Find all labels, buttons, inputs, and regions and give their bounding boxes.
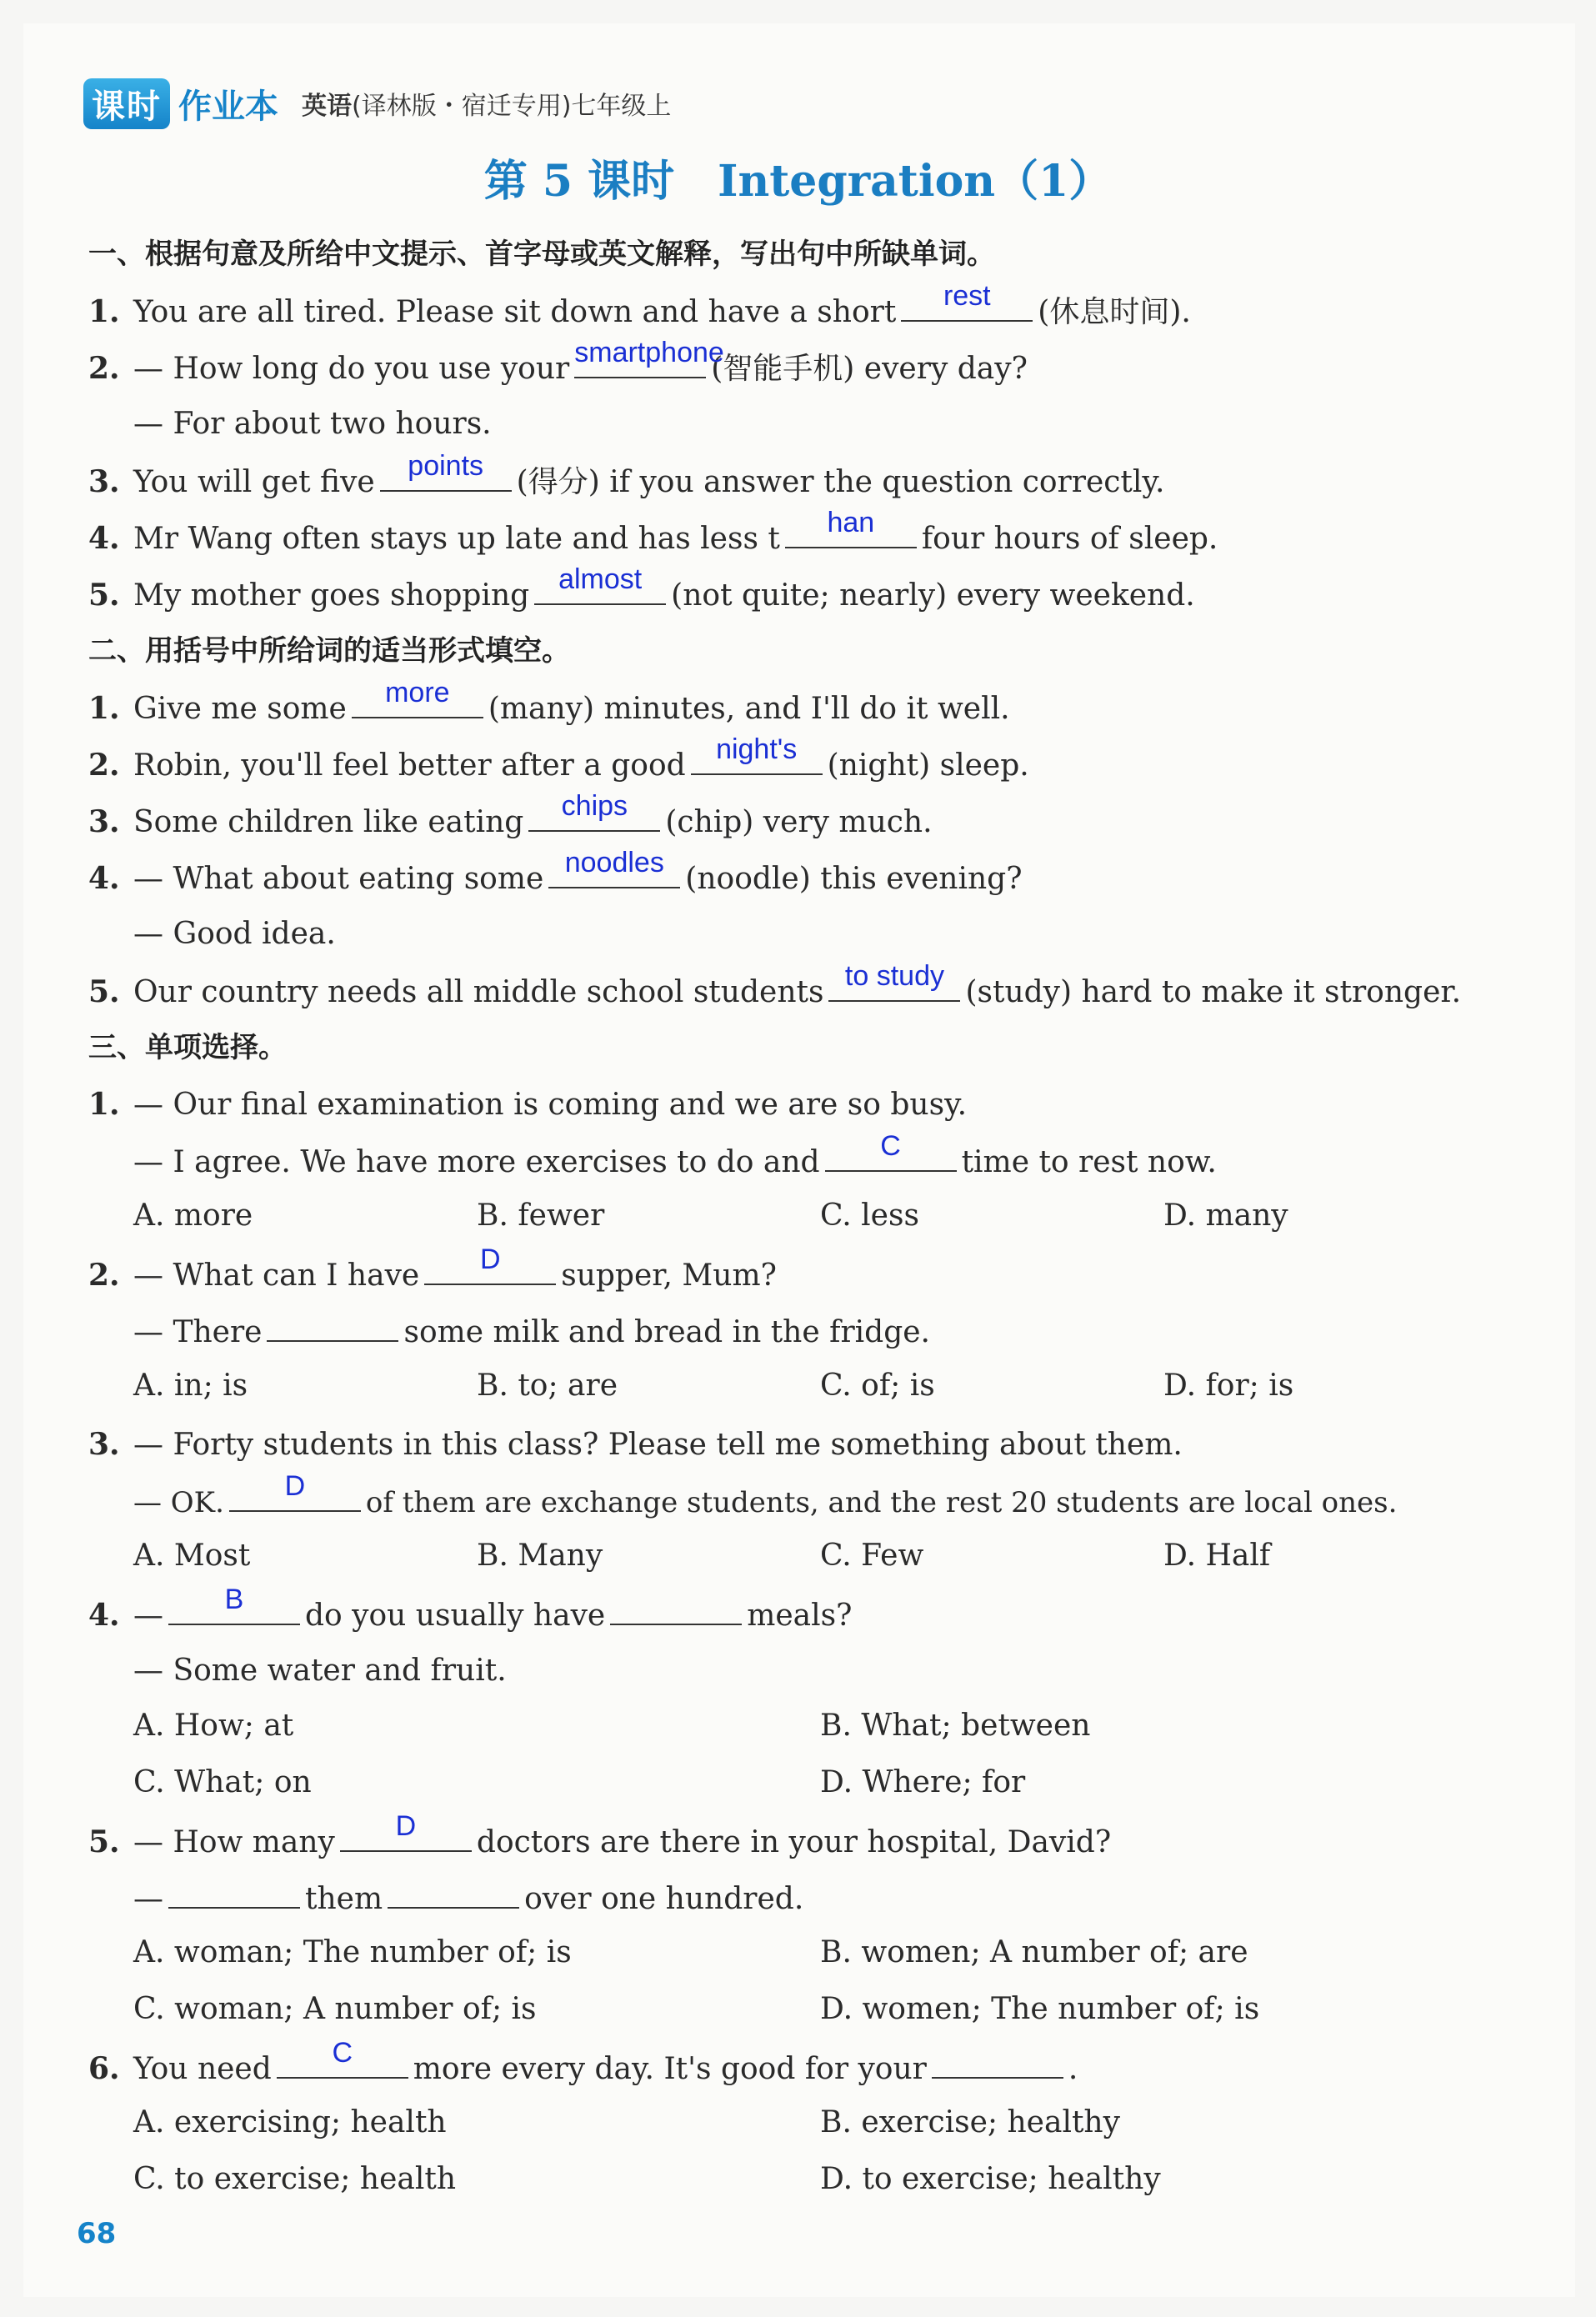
q2-option-c[interactable]: C. of; is [820,1369,935,1403]
q5-option-a[interactable]: A. woman; The number of; is [133,1935,572,1969]
s1-item-2 [88,337,1028,388]
answer: night's [716,733,798,765]
q5-line2 [133,1879,803,1919]
item-text: Robin, you'll feel better after a good [133,748,686,783]
section3-heading: 三、单项选择。 [88,1031,287,1064]
q2-option-a[interactable]: A. in; is [133,1369,248,1403]
q5-option-b[interactable]: B. women; A number of; are [820,1935,1248,1969]
q4-option-a[interactable]: A. How; at [133,1709,294,1743]
subject [302,85,671,122]
answer: D [284,1470,306,1502]
item-text: — I agree. We have more exercises to do and [133,1145,820,1179]
item-text: Mr Wang often stays up late and has less t [133,522,780,556]
item-text: more every day. It's good for your [413,2052,927,2086]
q3-option-b[interactable]: B. Many [477,1539,603,1573]
q2-line2 [133,1312,930,1352]
q1-option-d[interactable]: D. many [1163,1199,1288,1233]
item-text: — How many [133,1825,335,1859]
item-number: 2. [88,1258,120,1293]
item-number: 4. [88,861,120,896]
item-text: of them are exchange students, and the rest 20 students are local ones. [365,1486,1398,1519]
item-number: 6. [88,2051,120,2086]
lesson-title: 第 5 课时 Integration（1） [483,156,1113,207]
item-number: 5. [88,974,120,1009]
q2-line1 [88,1244,777,1295]
q3-option-a[interactable]: A. Most [133,1539,251,1573]
s2-item-3 [88,790,933,842]
q3-line1 [88,1425,1183,1464]
answer-blank[interactable] [574,337,724,378]
item-text: meals? [747,1599,853,1633]
item-number: 2. [88,351,120,386]
answer-blank[interactable] [548,847,680,888]
item-text: (not quite; nearly) every weekend. [671,578,1195,613]
answer-blank[interactable] [168,1584,300,1625]
answer-blank[interactable] [528,790,660,832]
item-text: — OK. [133,1486,224,1519]
section1-heading: 一、根据句意及所给中文提示、首字母或英文解释，写出句中所缺单词。 [88,238,995,271]
answer: points [408,450,484,482]
item-text: You will get five [133,465,375,499]
item-text: (休息时间). [1038,295,1191,329]
s2-item-4-reply: — Good idea. [133,917,336,951]
book-name: 作业本 [178,87,278,126]
answer: rest [943,280,991,312]
item-text: — What can I have [133,1259,420,1293]
answer: han [827,507,875,538]
page-number: 68 [77,2217,117,2250]
item-text: Our country needs all middle school students [133,975,824,1009]
s2-item-1 [88,677,1010,728]
item-number: 1. [88,691,120,726]
answer: D [395,1810,417,1842]
answer-blank[interactable] [352,677,483,718]
item-number: 2. [88,748,120,783]
answer-blank[interactable] [610,1595,742,1625]
item-text: — There [133,1315,263,1349]
item-text: time to rest now. [961,1145,1217,1179]
answer-blank[interactable] [825,1130,957,1172]
answer-blank[interactable] [534,563,666,605]
item-text: over one hundred. [524,1882,804,1916]
q3-option-d[interactable]: D. Half [1163,1539,1271,1573]
q4-line2: — Some water and fruit. [133,1654,507,1688]
logo: 课时 [83,78,170,129]
q4-option-c[interactable]: C. What; on [133,1765,312,1799]
q6-option-b[interactable]: B. exercise; healthy [820,2105,1120,2139]
s1-item-2-reply: — For about two hours. [133,407,492,441]
q1-line1 [88,1085,967,1124]
q3-option-c[interactable]: C. Few [820,1539,924,1573]
answer-blank[interactable] [691,733,823,775]
item-number: 3. [88,1427,120,1462]
answer-blank[interactable] [424,1244,556,1285]
section2-heading: 二、用括号中所给词的适当形式填空。 [88,634,570,668]
item-number: 5. [88,578,120,613]
item-number: 5. [88,1824,120,1859]
answer-blank[interactable] [267,1312,398,1342]
item-number: 1. [88,1087,120,1122]
item-text: (chip) very much. [665,805,933,839]
s1-item-1 [88,280,1191,332]
item-text: — What about eating some [133,862,544,896]
q1-option-b[interactable]: B. fewer [477,1199,605,1233]
answer-blank[interactable] [168,1879,300,1909]
item-number: 4. [88,1598,120,1633]
s2-item-2 [88,733,1029,785]
item-number: 3. [88,464,120,499]
s2-item-4 [88,847,1023,898]
item-text: do you usually have [305,1599,606,1633]
dash: — [133,1882,163,1916]
q4-option-b[interactable]: B. What; between [820,1709,1091,1743]
answer: chips [561,790,628,822]
answer-blank[interactable] [277,2037,408,2079]
item-text: Give me some [133,692,347,726]
q1-option-c[interactable]: C. less [820,1199,919,1233]
q2-option-b[interactable]: B. to; are [477,1369,618,1403]
item-number: 1. [88,294,120,329]
s2-item-5 [88,960,1462,1012]
answer-blank[interactable] [388,1879,519,1909]
s1-item-4 [88,507,1218,558]
header [83,77,671,130]
item-text: . [1068,2052,1078,2086]
edition: (译林版・宿迁专用)七年级上 [352,92,672,121]
answer-blank[interactable] [828,960,960,1002]
answer-blank[interactable] [229,1470,361,1512]
item-text: (many) minutes, and I'll do it well. [488,692,1010,726]
answer-blank[interactable] [340,1810,472,1852]
answer: B [224,1584,244,1615]
item-text: My mother goes shopping [133,578,530,613]
item-text: (study) hard to make it stronger. [965,975,1462,1009]
answer: to study [844,960,944,992]
answer-blank[interactable] [932,2049,1063,2079]
answer: C [332,2037,353,2069]
item-text: — How long do you use your [133,352,570,386]
item-text: them [305,1882,383,1916]
answer: D [479,1244,501,1275]
s1-item-5 [88,563,1195,615]
item-text: — [133,1599,163,1633]
item-text: four hours of sleep. [921,522,1218,556]
s1-item-3 [88,450,1165,502]
answer-blank[interactable] [901,280,1033,322]
item-text: You are all tired. Please sit down and have a short [133,295,897,329]
q6-option-c[interactable]: C. to exercise; health [133,2162,456,2196]
q1-line2 [133,1130,1217,1182]
answer: C [880,1130,901,1162]
q6-line1 [88,2037,1078,2089]
item-text: (得分) if you answer the question correctly. [516,465,1165,499]
q5-line1 [88,1810,1112,1862]
item-text: (night) sleep. [827,748,1029,783]
item-text: doctors are there in your hospital, David? [476,1825,1112,1859]
item-text: You need [133,2052,272,2086]
answer-blank[interactable] [785,507,917,548]
item-text: (noodle) this evening? [685,862,1023,896]
item-text: — Our final examination is coming and we are so busy. [133,1088,968,1122]
item-text: — Forty students in this class? Please tell me something about them. [133,1428,1183,1462]
answer: noodles [564,847,664,878]
q5-option-c[interactable]: C. woman; A number of; is [133,1992,537,2026]
q4-line1 [88,1584,853,1635]
answer-blank[interactable] [380,450,512,492]
q3-line2 [133,1470,1398,1522]
answer: more [385,677,450,708]
q6-option-a[interactable]: A. exercising; health [133,2105,447,2139]
q1-option-a[interactable]: A. more [133,1199,253,1233]
item-text: Some children like eating [133,805,524,839]
item-text: some milk and bread in the fridge. [403,1315,930,1349]
answer: smartphone [574,337,724,368]
item-number: 4. [88,521,120,556]
q4-option-d[interactable]: D. Where; for [820,1765,1026,1799]
q2-option-d[interactable]: D. for; is [1163,1369,1294,1403]
q6-option-d[interactable]: D. to exercise; healthy [820,2162,1161,2196]
item-text: (智能手机) every day? [711,352,1028,386]
item-text: supper, Mum? [561,1259,777,1293]
q5-option-d[interactable]: D. women; The number of; is [820,1992,1260,2026]
item-number: 3. [88,804,120,839]
answer: almost [558,563,643,595]
subject-name: 英语 [302,92,352,121]
